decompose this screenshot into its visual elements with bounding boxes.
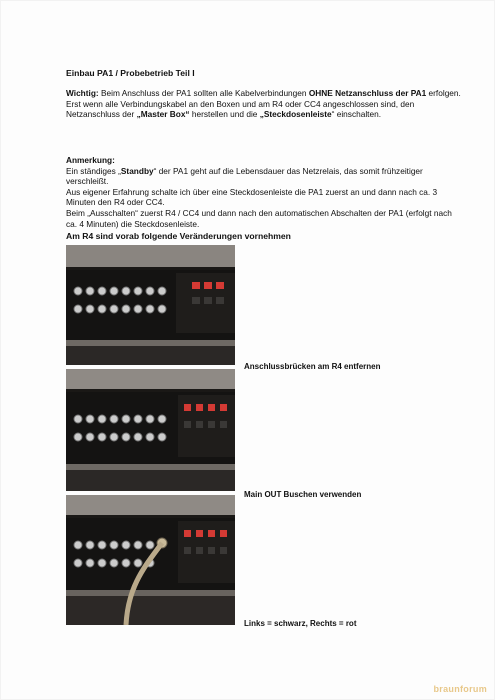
important-label: Wichtig: xyxy=(66,88,99,98)
watermark: braunforum xyxy=(433,684,487,694)
photo-cable-connection xyxy=(66,495,235,625)
caption-photo-3: Links = schwarz, Rechts = rot xyxy=(244,619,357,628)
page-title: Einbau PA1 / Probebetrieb Teil I xyxy=(66,68,195,78)
section-heading: Am R4 sind vorab folgende Veränderungen vornehmen xyxy=(66,231,291,241)
photo-main-out xyxy=(66,369,235,491)
note-label: Anmerkung: xyxy=(66,155,115,165)
photo-r4-bridges xyxy=(66,245,235,365)
caption-photo-1: Anschlussbrücken am R4 entfernen xyxy=(244,362,381,371)
paragraph-note: Anmerkung: Ein ständiges „Standby“ der PA1 geht auf die Lebensdauer das Netzrelais, das somit frühzeitiger verschleißt. Aus eigener Erfahrung schalte ich über eine Steckdosenleiste die PA1 zuerst an und dann nach ca. 3 Minuten den R4 oder CC4. Beim „Ausschalten“ zuerst R4 / CC4 und dann nach den automatischen Abschalten der PA1 (erfolgt nach ca. 4 Minuten) die Steckdosenleiste. xyxy=(66,155,452,229)
paragraph-important: Wichtig: Beim Anschluss der PA1 sollten alle Kabelverbindungen OHNE Netzanschluss der PA1 erfolgen. Erst wenn alle Verbindungskabel an den Boxen und am R4 oder CC4 angeschlossen sind, den Netzanschluss der „Master Box“ herstellen und die „Steckdosenleiste“ einschalten. xyxy=(66,88,461,120)
caption-photo-2: Main OUT Buschen verwenden xyxy=(244,490,362,499)
